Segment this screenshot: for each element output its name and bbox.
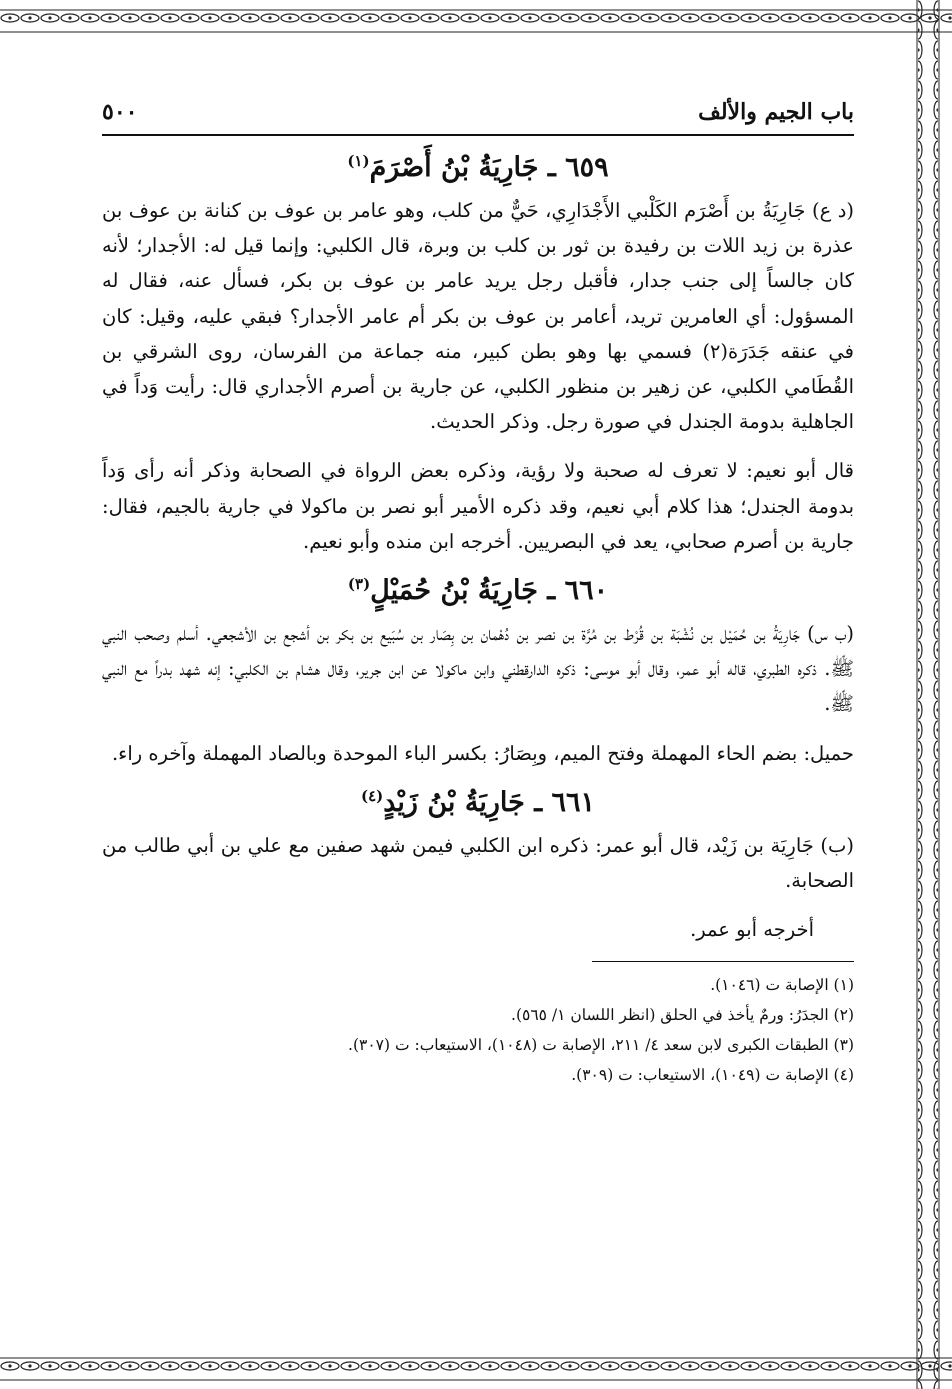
entry-paragraph: حميل: بضم الحاء المهملة وفتح الميم، وبِصَارُ: بكسر الباء الموحدة وبالصاد المهملة وآخره راء.	[111, 741, 854, 765]
entry-paragraph: (ب) جَارِيَة بن زَيْد، قال أبو عمر: ذكره ابن الكلبي فيمن شهد صفين مع علي بن أبي طالب من الصحابة.	[102, 833, 854, 893]
entry-paragraph: (د ع) جَارِيَةُ بن أَصْرَم الكَلْبي الأَجْدَارِي، حَيٌّ من كلب، وهو عامر بن عوف بن كنانة بن عوف بن عذرة بن زيد اللات بن رفيدة بن ثور بن كلب بن وبرة، قال الكلبي: وإنما قيل له: الأجدار؛ لأنه كان جالساً إلى جنب جدار، فأقبل رجل يريد عامر بن عوف بن بكر، فسأل عنه، فقال له المسؤول: أي العامرين تريد، أعامر بن عوف بن بكر أم عامر الأجدار؟ فبقي عليه، وقيل: كان في عنقه جَدَرَة(٢) فسمي بها وهو بطن كبير، منه جماعة من الفرسان، روى الشرقي بن القُطَامي الكلبي، عن زهير بن منظور الكلبي، عن جارية بن أصرم الأجداري قال: رأيت وَداً في الجاهلية بدومة الجندل في صورة رجل. وذكر الحديث.	[102, 199, 854, 434]
footnote: (١) الإصابة ت (١٠٤٦).	[710, 976, 854, 995]
running-title: باب الجيم والألف	[698, 99, 854, 125]
entry-title: ٦٦١ ـ جَارِيَةُ بْنُ زَيْدٍ$^{(٤)}$	[360, 786, 596, 818]
footnote-ref: (٣)	[347, 575, 371, 594]
footnote-ref: (١)	[347, 152, 370, 170]
page-number: ٥٠٠	[102, 99, 138, 125]
footnote: (٤) الإصابة ت (١٠٤٩)، الاستيعاب: ت (٣٠٩).	[571, 1066, 854, 1085]
footnote: (٢) الجدَرُ: ورمٌ يأخذ في الحلق (انظر اللسان ١/ ٥٦٥).	[511, 1006, 854, 1025]
entry-paragraph: قال أبو نعيم: لا تعرف له صحبة ولا رؤية، وذكره بعض الرواة في الصحابة وذكر أنه رأى وَداً بدومة الجندل؛ هذا كلام أبي نعيم، وقد ذكره الأمير أبو نصر بن ماكولا في جارية بالجيم، فقال: جارية بن أصرم صحابي، يعد في البصريين. أخرجه ابن منده وأبو نعيم.	[102, 459, 854, 553]
footnote-ref: (٤)	[360, 786, 384, 805]
entry-paragraph: (ب س) جَارِيَةُ بن حُمَيْل بن نُشْبَة بن قُرْط بن مُرَّة بن نصر بن دُهْمان بن بِصَار بن سُبَيع بن بكر بن أشجع بن الأشجعي. أسلم وصحب النبي ﷺ. ذكره الطبري، قاله أبو عمر، وقال أبو موسى: ذكره الدارقطني وابن ماكولا عن ابن جرير، وقال هشام بن الكلبي: إنه شهد بدراً مع النبي ﷺ.	[102, 622, 854, 716]
decorative-border-top	[0, 8, 952, 34]
page-body	[102, 90, 854, 1090]
footnote: (٣) الطبقات الكبرى لابن سعد ٤/ ٢١١، الإصابة ت (١٠٤٨)، الاستيعاب: ت (٣٠٧).	[348, 1036, 854, 1055]
decorative-border-bottom	[0, 1356, 952, 1382]
decorative-border-right	[908, 0, 948, 1389]
footnote-divider	[592, 961, 854, 962]
page-header	[102, 90, 854, 136]
entry-paragraph: أخرجه أبو عمر.	[690, 918, 814, 942]
entry-title: ٦٦٠ ـ جَارِيَةُ بْنُ حُمَيْلٍ$^{(٣)}$	[347, 575, 609, 607]
entry-title: ٦٥٩ ـ جَارِيَةُ بْنُ أَصْرَمَ$^{(١)}$	[347, 152, 609, 183]
